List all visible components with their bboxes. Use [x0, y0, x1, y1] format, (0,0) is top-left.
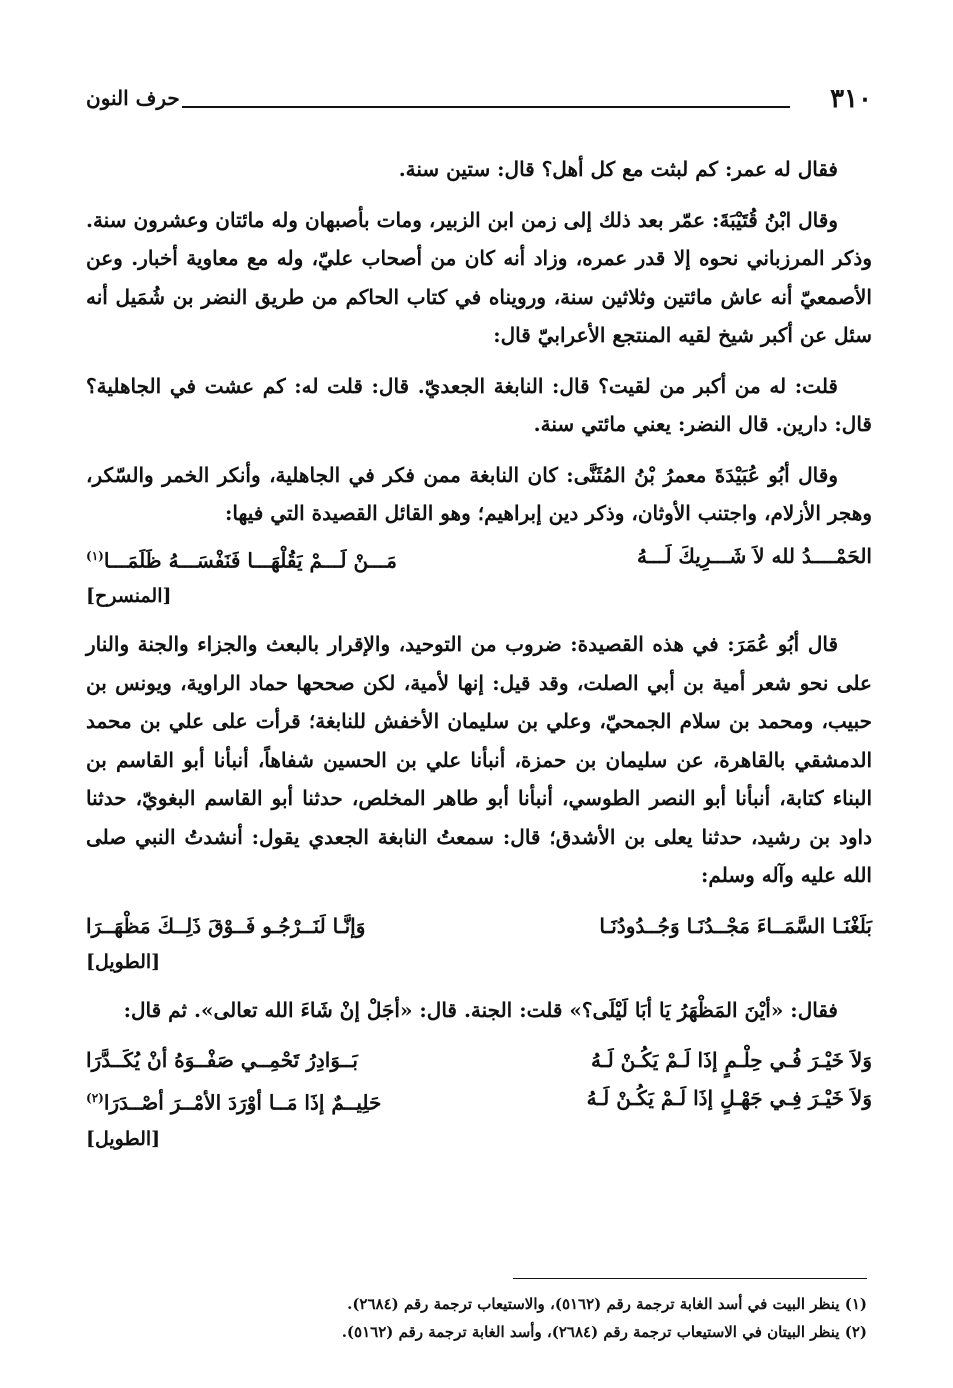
meter-label: [المنسرح] [86, 585, 172, 608]
hemistich-second: وَإنَّـا لَنَــرْجُـو فَــوْقَ ذَلِــكَ مَظْهَــرَا [86, 913, 366, 938]
paragraph-text: وقال أبُو عُبَيْدَةَ معمرُ بْنُ المُثَنَّى: كان النابغة ممن فكر في الجاهلية، وأنكر الخمر والسّكر، وهجر الأزلام، واجتنب الأوثان، وذكر دين إبراهيم؛ وهو القائل القصيدة التي فيها: [86, 462, 872, 525]
paragraph [86, 625, 872, 895]
hemistich-second [86, 537, 397, 580]
paragraph-text: قال أبُو عُمَرَ: في هذه القصيدة: ضروب من التوحيد، والإقرار بالبعث والجزاء والجنة والنار على نحو شعر أمية بن أبي الصلت، وقد قيل: إنها لأمية، لكن صححها حماد الراوية، ويونس بن حبيب، ومحمد بن سلام الجمحيّ، وعلي بن سليمان الأخفش للنابغة؛ قرأت على علي بن محمد الدمشقي بالقاهرة، عن سليمان بن حمزة، أنبأنا علي بن الحسين شفاهاً، أنبأنا أبو القاسم بن البناء كتابة، أنبأنا أبو النصر الطوسي، أنبأنا أبو طاهر المخلص، حدثنا أبو القاسم البغويّ، حدثنا داود بن رشيد، حدثنا يعلى بن الأشدق؛ قال: سمعتُ النابغة الجعدي يقول: أنشدتُ النبي صلى الله عليه وآله وسلم: [86, 632, 872, 888]
paragraph-text: وقال ابْنُ قُتَيْبَةَ: عمّر بعد ذلك إلى زمن ابن الزبير، ومات بأصبهان وله مائتان وعشرون سنة. وذكر المرزباني نحوه إلا قدر عمره، وزاد أنه كان من أصحاب عليّ، وله مع معاوية أخبار. وعن الأصمعيّ أنه عاش مائتين وثلاثين سنة، ورويناه في كتاب الحاكم من طريق النضر بن شُمَيل أنه سئل عن أكبر شيخ لقيه المنتجع الأعرابيّ قال: [86, 207, 872, 347]
paragraph [86, 201, 872, 355]
verse-line [86, 907, 872, 945]
hemistich-first: الحَمْــــدُ لله لاَ شَـــرِيكَ لَـــهُ [637, 543, 872, 568]
hemistich-first: وَلاَ خَيْـرَ فُـي حِلْـمٍ إذَا لَـمْ يَكُـنْ لَـهُ [591, 1048, 872, 1073]
hemistich-second: بَــوَادِرُ تَحْمِــي صَفْــوَهُ أنْ يُكَــدَّرَا [86, 1048, 358, 1073]
footnote: (١) ينظر البيت في أسد الغابة ترجمة رقم (٥١٦٢)، والاستيعاب ترجمة رقم (٢٦٨٤). [347, 1295, 867, 1313]
verse-line [86, 1041, 872, 1079]
paragraph-text: فقال له عمر: كم لبثت مع كل أهل؟ قال: ستين سنة. [398, 157, 838, 181]
paragraph [86, 456, 872, 533]
footnote: (٢) ينظر البيتان في الاستيعاب ترجمة رقم (٢٦٨٤)، وأسد الغابة ترجمة رقم (٥١٦٢). [341, 1323, 867, 1341]
hemistich-text: مَـــنْ لَـــمْ يَقُلْهَـــا فَنَفْسَـــهُ ظَلَمَـــا [103, 548, 398, 573]
paragraph [86, 991, 872, 1030]
page-number: ٣١٠ [830, 84, 872, 114]
page-header [86, 84, 872, 124]
hemistich-second [86, 1079, 463, 1122]
verse-line [86, 1079, 872, 1122]
footnote-ref: (٢) [86, 1091, 104, 1106]
paragraph-text: قلت: له من أكبر من لقيت؟ قال: النابغة الجعديّ. قال: قلت له: كم عشت في الجاهلية؟ قال: دارين. قال النضر: يعني مائتي سنة. [86, 373, 872, 436]
paragraph-text: فقال: «أيْنَ المَظْهَرُ يَا أبَا لَيْلَى؟» قلت: الجنة. قال: «أجَلْ إنْ شَاءَ الله تعالى». ثم قال: [123, 997, 838, 1022]
meter-label: [الطويل] [86, 950, 161, 973]
footnote-ref: (١) [86, 548, 104, 563]
hemistich-first: وَلاَ خَيْـرَ فِـي جَهْـلٍ إذَا لَـمْ يَكُـنْ لَـهُ [586, 1086, 872, 1111]
footnotes [81, 1290, 867, 1346]
running-title: حرف النون [86, 86, 180, 110]
header-rule [182, 106, 790, 108]
main-text [86, 150, 872, 1168]
verse-line [86, 537, 872, 580]
paragraph [86, 367, 872, 444]
hemistich-first: بَلَغْنَـا السَّمَــاءَ مَجْــدُنَـا وَجُــدُودُنَـا [599, 913, 872, 938]
meter-label: [الطويل] [86, 1127, 161, 1150]
footnote-rule [513, 1278, 867, 1279]
hemistich-text: حَلِيــمٌ إذَا مَــا أوْرَدَ الأمْــرَ أصْــدَرَا [103, 1090, 382, 1115]
paragraph [86, 150, 872, 189]
